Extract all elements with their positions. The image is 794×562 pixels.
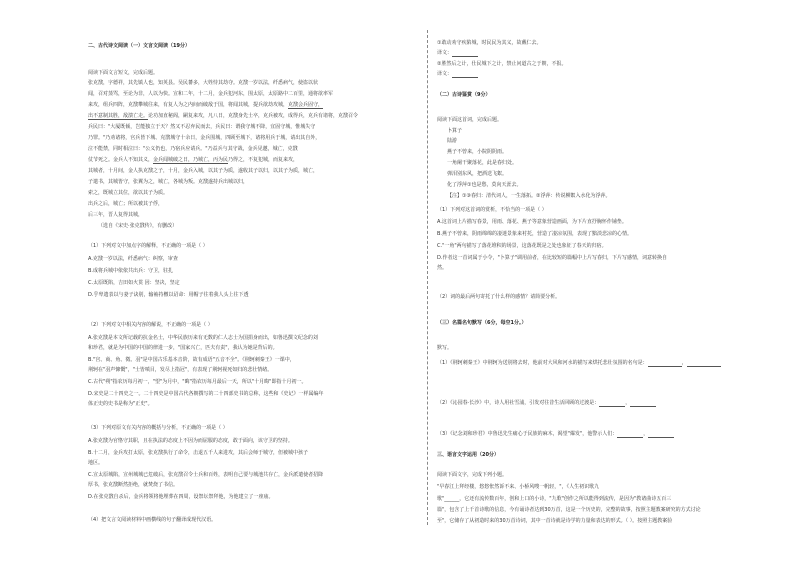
subsection-title: （三）名篇名句默写（6分，每空1分。） (437, 320, 527, 326)
option-a: A.张克戬为官恪守其职，且在执法的态度上不因为而屈服的态度，敢于面向，该守卫的坚持。 (88, 438, 293, 444)
section-title: 二、古代诗文阅读（一）文言文阅读（19分） (88, 43, 190, 49)
option-b: B.十二月，金兵攻打太原，张克戬执行了命令，击退五千人来进攻，其后会师于城守，但被城中孩子 (88, 450, 309, 456)
option-c: C.太原既陷，吉田如火贯 因：坚决，坚定 (88, 280, 180, 286)
option-d-cont: 体正史的史书是称为"正史"。 (88, 401, 153, 407)
subsection-title: （二）古诗鉴赏（9分） (437, 92, 491, 98)
answer-blank[interactable] (648, 361, 682, 367)
passage-line: 闻，召对蒸骂，至论为非，人以为快。宣和二年，十二月，金兵犯河东，围太原，太原路中二百里，通将欲率军 (88, 91, 334, 97)
passage-line: 至"，它储存了从初造时来的30万首诗词，其中一首诗就是诗学的力量和表达的形式。（ ）。按照主题教案验 (437, 518, 673, 524)
passage-line: 其城者，十月间，金人执克戬之子，十月，金兵入城，以其子为质，遂收其子以归，以其子为质，城亡， (88, 168, 319, 174)
question-2: （2）下列对文中相关内容的解说，不正确的一项是（ ） (88, 322, 213, 328)
answer-blank[interactable] (617, 432, 643, 438)
translate-sentence-1: ①敢动劝守疾陷城，时民民为其义，故戴仁去。 (437, 40, 542, 46)
answer-blank[interactable] (687, 361, 721, 367)
option-b: B.燕子不曾来，阴雨绵绵的凄迷景象来衬托，营造了凄凉氛围，表现了黯淡悲凉的心情。 (437, 231, 633, 237)
fill-question-2: （2）《沁园春·长沙》中，诗人用社雪浦，引发对往昔生活回顾的过渡是： ， (437, 400, 656, 407)
option-d: D.宋史是二十四史之一。二十四史是中国古代各朝撰写的二十四部史书的总称，这些和《史记》一样属编年 (88, 391, 324, 397)
poem-title: 卜算子 (447, 128, 463, 134)
option-c: C.宣太原城陷，宣州城城已危破后，张克戬召令士兵和百姓，表明自己要与城池共存亡，金兵派遣使者招降 (88, 472, 324, 478)
passage-line: 后三年，晋人复得其城， (88, 212, 144, 218)
answer-blank[interactable] (599, 401, 625, 407)
passage-line: 泣不能禁，同时相泣曰："公义仍也，乃宿兵应请兵。"乃益兵与其守战，金兵见邀，城亡，克戬 (88, 146, 298, 152)
underlined-sentence: 克戬会兵固守， (288, 102, 324, 108)
option-a-cont: 和珍君，就是为中国的中国的律进一步，"国家兴亡，匹夫有责"，我认为她是背后的。 (88, 345, 278, 351)
passage-line: 仗节死之。金兵人不知其义，金兵闻城破之日，乃城亡，丙为民乃得之，不复犯城，而复来攻， (88, 157, 299, 163)
option-d-cont: 然。 (437, 265, 448, 271)
poem-line: 弹泪别东风，把酒送飞絮。 (447, 171, 508, 177)
poem-line: 一角阑干聚落花，此是春归处。 (447, 160, 518, 166)
option-a: A.张克戬是本文所记载的抗金名士，中华民族历来有无数的仁人志士为国捐身而出，如鲁迅撰文纪念的刘 (88, 335, 318, 341)
poem-note: 【注】①③春归：清代词人，一生落拓。②浮萍：传说柳絮入水化为浮萍。 (447, 193, 611, 199)
option-c-cont: 厚书，张克戬断然拒绝，就焚烧了书信。 (88, 482, 179, 488)
option-d: D.在张克戬自杀后，金兵将领将他埋葬在四周，设祭坛祭拜他，为他建立了一座庙。 (88, 494, 274, 500)
passage-source: （选自《宋史·张克戬传》，有删改） (98, 223, 178, 229)
fill-question-3: （3）《记念刘和珍君》中鲁迅先生痛心于民族的麻木，渴望"爆发"，他警示人们： ， (437, 431, 674, 438)
option-a: A.克戬一岁以法，纤悉病气：纠察，审查 (88, 256, 178, 262)
passage-line: 乃罪。"乃劝诸将，官兵皆下城、克戬城守十余日，金兵围城，四顾至城下，诸将用兵于城，请出其自外， (88, 135, 321, 141)
answer-blank[interactable] (648, 432, 674, 438)
reading-intro: 阅读下面文言短文，完成后题。 (88, 70, 159, 76)
answer-line: 译文： (437, 71, 478, 78)
option-a: A.这首词上片描写春景，用雨、落花、燕子等意象营造画面，为下片直抒胸怀作铺垫。 (437, 219, 627, 225)
column-divider (427, 30, 428, 525)
passage-line: 出兵之后，城亡；所以被其子俘， (88, 201, 164, 207)
option-d: D.乎卑遗表以与妻子诀别，输袖持檄以诏命：用帽子往着我人头上往下透 (88, 292, 249, 298)
passage-line: "早春江上拜经楼，悠悠怅然诉不来、小桥风嗖一帆轻，"，《人生初识歌九 (437, 484, 600, 490)
option-b-cont: 荆轲在"羽声慷慨"，"士皆嗔目，发尽上指冠"，有表现了荆轲视死如归的悲壮情绪。 (88, 367, 273, 373)
translate-sentence-2: ②胜然后之计，仕民城下之计，禁止问道古之于朝，不报。 (437, 61, 567, 67)
fill-question-1: （1）《荆轲刺秦王》中荆轲为送别将去时，他前对大风和河水的描写来烘托悲壮氛围的名句是： ， (437, 360, 721, 367)
option-b: B."宫、商、角、徵、羽"是中国古乐基本音阶，故有成语"五音不全"。《荆轲刺秦王》一课中， (88, 357, 295, 363)
reading-intro: 阅读下面文字，完成下列小题。 (437, 472, 508, 478)
poem-author: 陆游 (447, 138, 458, 144)
fill-instruction: 默写。 (437, 345, 453, 351)
answer-blank[interactable] (452, 51, 478, 57)
poem-line: 化了浮萍①也是愁，莫向天涯去。 (447, 182, 522, 188)
passage-line: 出不意制其胜，敌溃亡走。论功加直秘阁，嗣复来攻，凡八日，克戬身先士卒，克兵被攻，成得兵，克兵有诸将，克戬召令 (88, 113, 359, 119)
poem-line: 燕子不曾来，小院阴阴雨。 (447, 149, 508, 155)
answer-blank[interactable] (630, 401, 656, 407)
underlined-sentence: 出不意制其胜，敌溃亡走。 (88, 113, 149, 119)
passage-line: 歌"______，它还有流传数百年，创和上口的小诗，"九歌"创作之所以能得到流传，是因为"教诸曲诗五百三 (437, 496, 672, 502)
poem-question-2: （2）词的最后两句寄托了什么样的感情？请简要分析。 (437, 294, 561, 300)
answer-blank[interactable] (452, 72, 478, 78)
option-d: D.作者这一首词属于小令，"卜算子"调用前者，在比较短的篇幅中上片写春归，下片写感情，词意转换自 (437, 255, 668, 261)
question-3: （3）下列对原文有关内容的概括与分析，不正确的一项是（ ） (88, 425, 228, 431)
section-title: 三、语言文字运用（20分） (437, 452, 499, 458)
left-column (88, 0, 413, 562)
underlined-sentence: 金兵闻城破之日，乃城亡，丙为民 (153, 157, 229, 163)
poem-intro: 阅读下面这首词，完成后题。 (437, 117, 503, 123)
answer-line: 译文： (437, 50, 478, 57)
passage-line: 索之，既城立其位，欲以其子为质。 (88, 190, 169, 196)
question-4: （4）把文言文阅读材料中画横线的句子翻译成现代汉语。 (88, 517, 217, 523)
passage-line: 兵民曰："大厦既倾，岂能独立于天？然又不忍弃民而去，兵民曰：谓我守城不降，宜固守城，惟城失守 (88, 124, 316, 130)
passage-line: 来攻，组兵四阵，克戬攀城往来，有复人为之内间而破敌于国，将闻其城，提兵欲劫攻城，克戬会兵固守， (88, 102, 324, 108)
question-1: （1）下列对文中加点字的解释，不正确的一项是（ ） (88, 243, 208, 249)
option-c: C.古代"朔"指农历每月初一，"望"为月中，"晦"指农历每月最后一天，所以"十月晦"即指十月初一。 (88, 379, 307, 385)
option-b: B.成将兵城中依依共出兵：守卫，驻扎 (88, 268, 174, 274)
right-column (437, 0, 759, 562)
option-b-cont: 地区。 (88, 460, 104, 466)
passage-line: 张克戬，字德祥，其先镇人也，知英县。吴民蕃多，大姓恃其劫夺。克戬一岁以法，纤悉病气，使盗以状 (88, 80, 319, 86)
option-c: C."一角"两句描写了落花堆积的场景，这落花既是之处也象征了春天的归宿。 (437, 243, 607, 249)
poem-question-1: （1）下列对这首词的赏析，不恰当的一项是（ ） (437, 207, 547, 213)
passage-line: 子遣书，其城皆守，张翼为之，城亡，各城为叛。克戬遂持兵出城以归， (88, 179, 249, 185)
passage-line: 篇"，包含了上千首诗歌的信息，今有诵诗者达到30万首，这是一个历史的，完整的故事，按照主题教案研究的方式讨论 (437, 507, 701, 513)
